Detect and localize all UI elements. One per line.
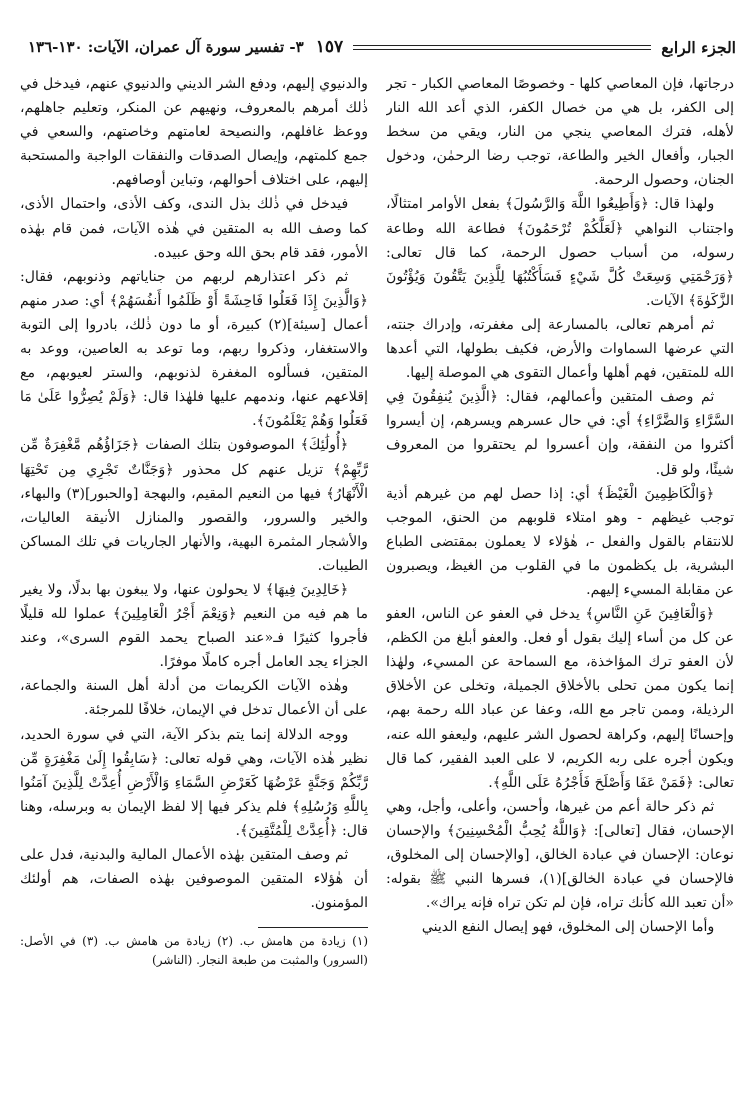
- paragraph: فيدخل في ذٰلك بذل الندى، وكف الأذى، واحتمال الأذى، كما وصف الله به المتقين في هٰذه الآيات، فمن قام بهٰذه الأمور، فقد قام بحق الله وحق عبيده.: [20, 196, 368, 261]
- running-title: ٣- تفسير سورة آل عمران، الآيات: ١٣٠-١٣٦: [28, 38, 304, 56]
- paragraph: ثم ذكر حالة أعم من غيرها، وأحسن، وأعلى، وأجل، وهي الإحسان، فقال [تعالى]: ﴿وَاللَّهُ يُحِبُّ الْمُحْسِنِينَ﴾ والإحسان نوعان: الإحسان في عبادة الخالق، [والإحسان إلى المخلوق، فالإحسان في عبادة الخالق](١)، فسرها النبي ﷺ بقوله: «أن تعبد الله كأنك تراه، فإن لم تكن تراه فإنه يراك».: [386, 798, 734, 912]
- page-number: ١٥٧: [315, 37, 344, 57]
- paragraph: ووجه الدلالة إنما يتم بذكر الآية، التي في سورة الحديد، نظير هٰذه الآيات، وهي قوله تعالى: ﴿سَابِقُوا إِلَىٰ مَغْفِرَةٍ مِّن رَّبِّكُمْ وَجَنَّةٍ عَرْضُهَا كَعَرْضِ السَّمَاءِ وَالْأَرْضِ أُعِدَّتْ لِلَّذِينَ آمَنُوا بِاللَّهِ وَرُسُلِهِ﴾ فلم يذكر فيها إلا لفظ الإيمان به وبرسله، وهنا قال: ﴿أُعِدَّتْ لِلْمُتَّقِينَ﴾.: [20, 726, 368, 839]
- paragraph: ﴿وَالْعَافِينَ عَنِ النَّاسِ﴾ يدخل في العفو عن الناس، العفو عن كل من أساء إليك بقول أو فعل. والعفو أبلغ من الكظم، لأن العفو ترك المؤاخذة، مع السماحة عن المسيء، ولهٰذا إنما يكون ممن تحلى بالأخلاق الجميلة، وتخلى عن الأخلاق الرذيلة، وممن تاجر مع الله، وعفا عن عباد الله رحمة بهم، وإحسانًا إليهم، وكراهة لحصول الشر عليهم، وليعفو الله عنه، ويكون أجره على ربه الكريم، لا على العبد الفقير، كما قال تعالى: ﴿فَمَنْ عَفَا وَأَصْلَحَ فَأَجْرُهُ عَلَى اللَّهِ﴾.: [386, 606, 734, 791]
- part-label: الجزء الرابع: [661, 37, 736, 57]
- paragraph: ثم وصف المتقين بهٰذه الأعمال المالية والبدنية، فدل على أن هٰؤلاء المتقين الموصوفين بهٰذه الصفات، هم أولئك المؤمنون.: [20, 847, 368, 912]
- header-rule: [353, 45, 651, 50]
- left-column: [20, 72, 368, 1098]
- paragraph: وهٰذه الآيات الكريمات من أدلة أهل السنة والجماعة، على أن الأعمال تدخل في الإيمان، خلافًا للمرجئة.: [20, 678, 368, 719]
- paragraph: ثم أمرهم تعالى، بالمسارعة إلى مغفرته، وإدراك جنته، التي عرضها السماوات والأرض، فكيف بطولها، التي أعدها الله للمتقين، فهم أهلها وأعمال التقوى هي الموصلة إليها.: [386, 316, 734, 382]
- paragraph: درجاتها، فإن المعاصي كلها - وخصوصًا المعاصي الكبار - تجر إلى الكفر، بل هي من خصال الكفر، الذي أعد الله النار لأهله، فترك المعاصي ينجي من النار، ويقي من سخط الجبار، وأفعال الخير والطاعة، توجب رضا الرحمٰن، ودخول الجنان، وحصول الرحمة.: [386, 76, 734, 189]
- footnotes: [20, 923, 368, 970]
- paragraph: ثم ذكر اعتذارهم لربهم من جناياتهم وذنوبهم، فقال: ﴿وَالَّذِينَ إِذَا فَعَلُوا فَاحِشَةً أَوْ ظَلَمُوا أَنفُسَهُمْ﴾ أي: صدر منهم أعمال [سيئة](٢) كبيرة، أو ما دون ذٰلك، بادروا إلى التوبة والاستغفار، وذكروا ربهم، وما توعد به العاصين، ووعد به المتقين، فسألوه المغفرة لذنوبهم، والستر لعيوبهم، مع إقلاعهم عنها، وندمهم عليها فلهٰذا قال: ﴿وَلَمْ يُصِرُّوا عَلَىٰ مَا فَعَلُوا وَهُمْ يَعْلَمُونَ﴾.: [20, 268, 368, 430]
- page-body: [20, 72, 734, 1098]
- paragraph: ولهذا قال: ﴿وَأَطِيعُوا اللَّهَ وَالرَّسُولَ﴾ بفعل الأوامر امتثالًا، واجتناب النواهي ﴿لَعَلَّكُمْ تُرْحَمُونَ﴾ فطاعة الله وطاعة رسوله، من أسباب حصول الرحمة، كما قال تعالى: ﴿وَرَحْمَتِي وَسِعَتْ كُلَّ شَيْءٍ فَسَأَكْتُبُهَا لِلَّذِينَ يَتَّقُونَ وَيُؤْتُونَ الزَّكَوٰةَ﴾ الآيات.: [386, 196, 734, 309]
- paragraph: ﴿خَالِدِينَ فِيهَا﴾ لا يحولون عنها، ولا يبغون بها بدلًا، ولا يغير ما هم فيه من النعيم ﴿وَنِعْمَ أَجْرُ الْعَامِلِينَ﴾ عملوا لله قليلًا فأجروا كثيرًا فـ«عند الصباح يحمد القوم السرى»، وعند الجزاء يجد العامل أجره كاملًا موفرًا.: [20, 581, 368, 671]
- page-header: [28, 34, 736, 60]
- paragraph: والدنيوي إليهم، ودفع الشر الديني والدنيوي عنهم، فيدخل في ذٰلك أمرهم بالمعروف، ونهيهم عن المنكر، وتعليم جاهلهم، ووعظ غافلهم، والنصيحة لعامتهم وخاصتهم، والسعي في جمع كلمتهم، وإيصال الصدقات والنفقات الواجبة والمستحبة إليهم، على اختلاف أحوالهم، وتباين أوصافهم.: [20, 76, 368, 189]
- footnote-rule: [258, 927, 368, 928]
- paragraph: ﴿أُولَٰئِكَ﴾ الموصوفون بتلك الصفات ﴿جَزَاؤُهُم مَّغْفِرَةٌ مِّن رَّبِّهِمْ﴾ تزيل عنهم كل محذور ﴿وَجَنَّاتٌ تَجْرِي مِن تَحْتِهَا الْأَنْهَارُ﴾ فيها من النعيم المقيم، والبهجة [والحبور](٣) والبهاء، والخير والسرور، والقصور والمنازل الأنيقة العاليات، والأشجار المثمرة البهية، والأنهار الجاريات في تلك المساكن الطيبات.: [20, 437, 368, 574]
- footnote: (١) زيادة من هامش ب. (٢) زيادة من هامش ب. (٣) في الأصل: (السرور) والمثبت من طبعة النجار. (الناشر): [20, 934, 368, 968]
- right-column: [386, 72, 734, 1098]
- paragraph: وأما الإحسان إلى المخلوق، فهو إيصال النفع الديني: [421, 919, 715, 936]
- paragraph: ثم وصف المتقين وأعمالهم، فقال: ﴿الَّذِينَ يُنفِقُونَ فِي السَّرَّاءِ وَالضَّرَّاءِ﴾ أي: في حال عسرهم ويسرهم، إن أيسروا أكثروا من النفقة، وإن أعسروا لم يحتقروا من المعروف شيئًا، ولو قل.: [386, 389, 734, 478]
- paragraph: ﴿وَالْكَاظِمِينَ الْغَيْظَ﴾ أي: إذا حصل لهم من غيرهم أذية توجب غيظهم - وهو امتلاء قلوبهم من الحنق، الموجب للانتقام بالقول والفعل -، هٰؤلاء لا يعملون بمقتضى الطباع البشرية، بل يكظمون ما في القلوب من الغيظ، ويصبرون عن مقابلة المسيء إليهم.: [386, 485, 734, 598]
